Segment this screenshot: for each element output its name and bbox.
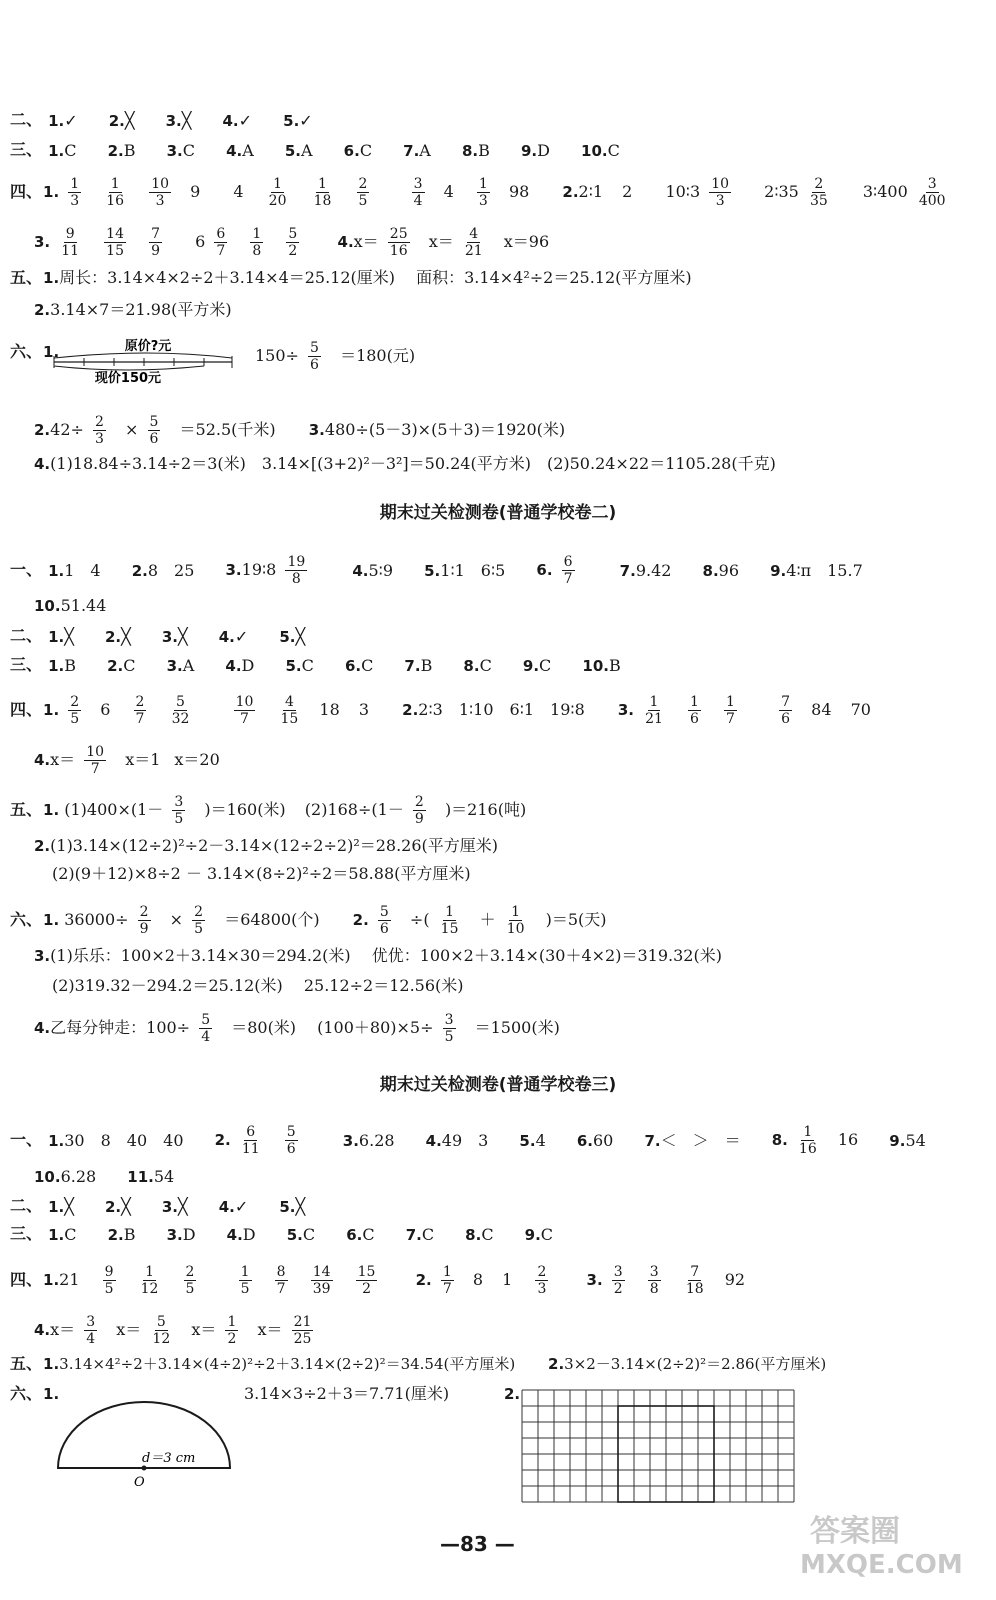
fraction: $\frac{1}{7}$ bbox=[442, 1264, 452, 1297]
fraction: $\frac{6}{7}$ bbox=[563, 554, 573, 587]
fraction: $\frac{5}{6}$ bbox=[286, 1124, 296, 1157]
fraction: $\frac{10}{7}$ bbox=[86, 744, 105, 777]
fraction: $\frac{2}{5}$ bbox=[194, 904, 204, 937]
fraction: $\frac{5}{4}$ bbox=[201, 1012, 211, 1045]
fraction: $\frac{14}{15}$ bbox=[106, 226, 124, 259]
t2-san-row: 三、 1.B 2.C 3.A 4.D 5.C 6.C 7.B 8.C 9.C 10.B bbox=[10, 655, 621, 675]
fraction: $\frac{1}{20}$ bbox=[268, 176, 287, 209]
fraction: $\frac{2}{3}$ bbox=[95, 414, 104, 447]
t2-liu-row3: (2)319.32－294.2＝25.12(米) 25.12÷2＝12.56(米) bbox=[52, 976, 464, 995]
fraction: $\frac{9}{5}$ bbox=[104, 1264, 114, 1297]
t2-wu-row1: 五、1. (1)400×(1－ $\frac{3}{5}$ )＝160(米) (2)168÷(1－ $\frac{2}{9}$ )＝216(吨) bbox=[10, 794, 527, 827]
watermark-logo: 答案圈 bbox=[810, 1514, 900, 1549]
fraction: $\frac{1}{2}$ bbox=[227, 1314, 237, 1347]
fraction: $\frac{1}{15}$ bbox=[440, 904, 459, 937]
fraction: $\frac{1}{21}$ bbox=[645, 694, 663, 727]
t2-yi-row1: 一、 1.1 4 2.8 25 3.19∶8 $\frac{19}{8}$ 4.5∶9 5.1∶1 6∶5 6. $\frac{6}{7}$ 7.9.42 8.96 9.4∶π 15.7 bbox=[10, 554, 863, 587]
t3-wu-row1: 五、1.3.14×4²÷2＋3.14×(4÷2)²÷2＋3.14×(2÷2)²＝34.54(平方厘米) 2.3×2－3.14×(2÷2)²＝2.86(平方厘米) bbox=[10, 1354, 827, 1373]
fraction: $\frac{10}{3}$ bbox=[151, 176, 170, 209]
fraction: $\frac{7}{6}$ bbox=[781, 694, 791, 727]
t3-yi-row2: 10.6.28 11.54 bbox=[34, 1166, 175, 1186]
svg-text:O: O bbox=[134, 1475, 145, 1490]
fraction: $\frac{1}{16}$ bbox=[106, 176, 125, 209]
grid-figure bbox=[521, 1382, 811, 1512]
fraction: $\frac{2}{5}$ bbox=[185, 1264, 195, 1297]
t2-yi-row2: 10.51.44 bbox=[34, 596, 107, 615]
t1-si-row1: 四、1. $\frac{1}{3}$ $\frac{1}{16}$ $\frac{10}{3}$ 9 4 $\frac{1}{20}$ $\frac{1}{18}$ $\frac{2}{5}$ $\frac{3}{4}$ 4 $\frac{1}{3}$ 98 2.2∶1 2 10∶3 $\frac{10}{3}$ 2∶35 $\frac{2}{35}$ 3∶400 $\frac{3}{400}$ bbox=[10, 176, 946, 209]
fraction: $\frac{8}{7}$ bbox=[276, 1264, 286, 1297]
t3-si-row2: 4.x＝ $\frac{3}{4}$ x＝ $\frac{5}{12}$ x＝ $\frac{1}{2}$ x＝ $\frac{21}{25}$ bbox=[34, 1314, 312, 1347]
fraction: $\frac{2}{3}$ bbox=[537, 1264, 547, 1297]
fraction: $\frac{1}{5}$ bbox=[240, 1264, 250, 1297]
fraction: $\frac{19}{8}$ bbox=[287, 554, 306, 587]
fraction: $\frac{7}{18}$ bbox=[685, 1264, 704, 1297]
fraction: $\frac{2}{5}$ bbox=[358, 176, 368, 209]
fraction: $\frac{1}{16}$ bbox=[798, 1124, 817, 1157]
watermark-url: MXQE.COM bbox=[800, 1550, 963, 1580]
fraction: $\frac{2}{9}$ bbox=[414, 794, 424, 827]
fraction: $\frac{10}{3}$ bbox=[711, 176, 730, 209]
t2-liu-row1: 六、1. 36000÷ $\frac{2}{9}$ × $\frac{2}{5}$ ＝64800(个) 2. $\frac{5}{6}$ ÷( $\frac{1}{15}$ ＋ $\frac{1}{10}$ )＝5(天) bbox=[10, 904, 607, 937]
fraction: $\frac{3}{4}$ bbox=[86, 1314, 96, 1347]
fraction: $\frac{6}{11}$ bbox=[241, 1124, 260, 1157]
t3-er-row: 二、 1.╳ 2.╳ 3.╳ 4.✓ 5.╳ bbox=[10, 1196, 306, 1216]
t3-liu-row1: 六、1. bbox=[10, 1384, 60, 1403]
fraction: $\frac{3}{5}$ bbox=[444, 1012, 454, 1045]
fraction: $\frac{1}{8}$ bbox=[252, 226, 262, 259]
fraction: $\frac{2}{7}$ bbox=[135, 694, 145, 727]
fraction: $\frac{6}{7}$ bbox=[216, 226, 226, 259]
semicircle-figure bbox=[50, 1392, 240, 1492]
line-segment-diagram bbox=[48, 336, 248, 384]
fraction: $\frac{1}{7}$ bbox=[726, 694, 735, 727]
fraction: $\frac{5}{12}$ bbox=[152, 1314, 171, 1347]
t3-yi-row1: 一、 1.30 8 40 40 2. $\frac{6}{11}$ $\frac{5}{6}$ 3.6.28 4.49 3 5.4 6.60 7.＜ ＞ ＝ 8. $\frac{1}{16}$ 16 9.54 bbox=[10, 1124, 926, 1157]
t2-er-row: 二、 1.╳ 2.╳ 3.╳ 4.✓ 5.╳ bbox=[10, 626, 306, 646]
fraction: $\frac{2}{9}$ bbox=[139, 904, 149, 937]
fraction: $\frac{2}{35}$ bbox=[809, 176, 828, 209]
fraction: $\frac{1}{12}$ bbox=[140, 1264, 159, 1297]
fraction: $\frac{5}{6}$ bbox=[379, 904, 389, 937]
t3-san-row: 三、 1.C 2.B 3.D 4.D 5.C 6.C 7.C 8.C 9.C bbox=[10, 1224, 554, 1244]
t2-liu-row2: 3.(1)乐乐：100×2＋3.14×30＝294.2(米) 优优：100×2＋3.14×(30＋4×2)＝319.32(米) bbox=[34, 946, 722, 965]
svg-text:现价150元: 现价150元 bbox=[94, 371, 162, 384]
t3-liu-equation: 3.14×3÷2＋3＝7.71(厘米) bbox=[244, 1384, 450, 1403]
fraction: $\frac{1}{3}$ bbox=[70, 176, 80, 209]
svg-text:原价?元: 原价?元 bbox=[124, 339, 172, 354]
t1-wu-row2: 2.3.14×7＝21.98(平方米) bbox=[34, 300, 232, 319]
t3-si-row1: 四、1.21 $\frac{9}{5}$ $\frac{1}{12}$ $\frac{2}{5}$ $\frac{1}{5}$ $\frac{8}{7}$ $\frac{14}{39}$ $\frac{15}{2}$ 2. $\frac{1}{7}$ 8 1 $\frac{2}{3}$ 3. $\frac{3}{2}$ $\frac{3}{8}$ $\frac{7}{18}$ 92 bbox=[10, 1264, 746, 1297]
t2-wu-row3: (2)(9＋12)×8÷2 － 3.14×(8÷2)²÷2＝58.88(平方厘米) bbox=[52, 864, 471, 883]
t2-liu-row4: 4.乙每分钟走：100÷ $\frac{5}{4}$ ＝80(米) (100＋80)×5÷ $\frac{3}{5}$ ＝1500(米) bbox=[34, 1012, 560, 1045]
fraction: $\frac{3}{400}$ bbox=[918, 176, 946, 209]
fraction: $\frac{5}{32}$ bbox=[171, 694, 190, 727]
fraction: $\frac{9}{11}$ bbox=[61, 226, 80, 259]
fraction: $\frac{25}{16}$ bbox=[389, 226, 408, 259]
t1-er-row: 二、 1.✓ 2.╳ 3.╳ 4.✓ 5.✓ bbox=[10, 110, 313, 130]
t2-si-row2: 4.x＝ $\frac{10}{7}$ x＝1 x＝20 bbox=[34, 744, 220, 777]
fraction: $\frac{5}{6}$ bbox=[310, 340, 319, 373]
t1-liu-row2: 2.42÷ $\frac{2}{3}$ × $\frac{5}{6}$ ＝52.5(千米) 3.480÷(5－3)×(5＋3)＝1920(米) bbox=[34, 414, 566, 447]
fraction: $\frac{1}{6}$ bbox=[690, 694, 699, 727]
fraction: $\frac{14}{39}$ bbox=[312, 1264, 331, 1297]
svg-text:d＝3 cm: d＝3 cm bbox=[142, 1451, 196, 1466]
t3-liu-item2: 2. bbox=[504, 1385, 521, 1403]
fraction: $\frac{21}{25}$ bbox=[293, 1314, 312, 1347]
t1-san-row: 三、 1.C 2.B 3.C 4.A 5.A 6.C 7.A 8.B 9.D 10.C bbox=[10, 140, 620, 160]
section-title-vol3: 期末过关检测卷(普通学校卷三) bbox=[379, 1075, 617, 1095]
t1-liu-row3: 4.(1)18.84÷3.14÷2＝3(米) 3.14×[(3+2)²－3²]＝50.24(平方米) (2)50.24×22＝1105.28(千克) bbox=[34, 454, 776, 473]
fraction: $\frac{3}{5}$ bbox=[174, 794, 184, 827]
fraction: $\frac{15}{2}$ bbox=[357, 1264, 376, 1297]
fraction: $\frac{2}{5}$ bbox=[70, 694, 80, 727]
fraction: $\frac{10}{7}$ bbox=[235, 694, 254, 727]
fraction: $\frac{3}{4}$ bbox=[413, 176, 423, 209]
fraction: $\frac{5}{2}$ bbox=[288, 226, 298, 259]
fraction: $\frac{1}{18}$ bbox=[313, 176, 332, 209]
t2-wu-row2: 2.(1)3.14×(12÷2)²÷2－3.14×(12÷2÷2)²＝28.26(平方厘米) bbox=[34, 836, 499, 855]
t1-liu-row1: 六、1. bbox=[10, 342, 60, 361]
t1-wu-row1: 五、1.周长：3.14×4×2÷2＋3.14×4＝25.12(厘米) 面积：3.14×4²÷2＝25.12(平方厘米) bbox=[10, 268, 692, 287]
fraction: $\frac{3}{2}$ bbox=[613, 1264, 623, 1297]
t2-si-row1: 四、1. $\frac{2}{5}$ 6 $\frac{2}{7}$ $\frac{5}{32}$ $\frac{10}{7}$ $\frac{4}{15}$ 18 3 2.2∶3 1∶10 6∶1 19∶8 3. $\frac{1}{21}$ $\frac{1}{6}$ $\frac{1}{7}$ $\frac{7}{6}$ 84 70 bbox=[10, 694, 871, 727]
t1-si-row2: 3. $\frac{9}{11}$ $\frac{14}{15}$ $\frac{7}{9}$ 6 $\frac{6}{7}$ $\frac{1}{8}$ $\frac{5}{2}$ 4.x＝ $\frac{25}{16}$ x＝ $\frac{4}{21}$ x＝96 bbox=[34, 226, 550, 259]
fraction: $\frac{5}{6}$ bbox=[149, 414, 159, 447]
fraction: $\frac{1}{3}$ bbox=[478, 176, 488, 209]
page-number: —83 — bbox=[440, 1532, 515, 1556]
fraction: $\frac{7}{9}$ bbox=[151, 226, 160, 259]
fraction: $\frac{3}{8}$ bbox=[649, 1264, 659, 1297]
fraction: $\frac{4}{21}$ bbox=[464, 226, 483, 259]
fraction: $\frac{1}{10}$ bbox=[506, 904, 525, 937]
fraction: $\frac{4}{15}$ bbox=[280, 694, 299, 727]
section-title-vol2: 期末过关检测卷(普通学校卷二) bbox=[379, 503, 617, 523]
t1-liu-row1-eq: 150÷ $\frac{5}{6}$ ＝180(元) bbox=[255, 340, 416, 373]
